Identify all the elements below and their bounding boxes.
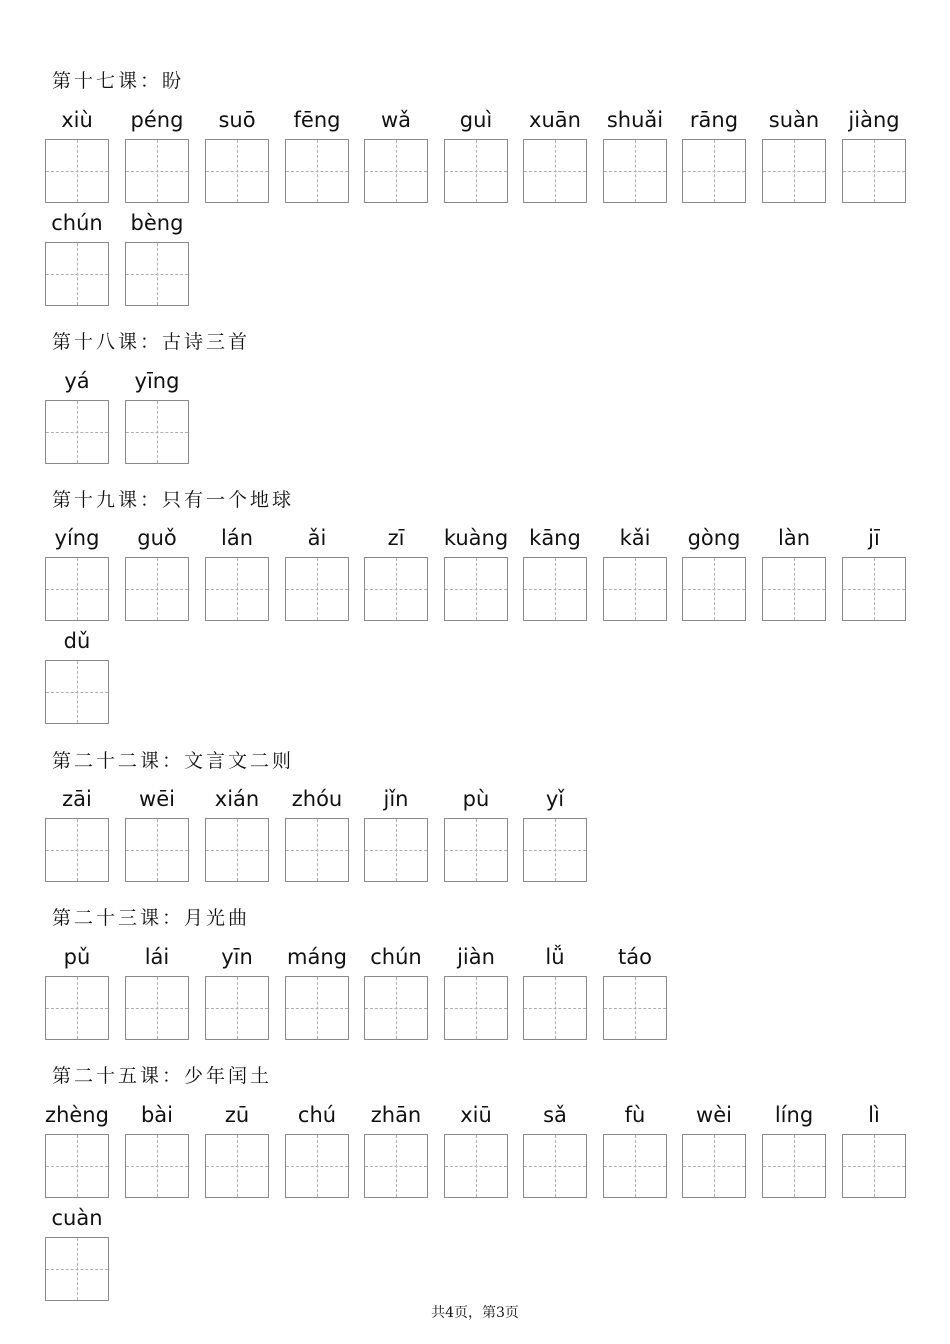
- writing-box[interactable]: [444, 976, 508, 1040]
- pinyin-label: lì: [868, 1103, 880, 1127]
- writing-box[interactable]: [523, 818, 587, 882]
- pinyin-label: yíng: [54, 526, 100, 550]
- pinyin-label: kǎi: [619, 526, 651, 550]
- writing-box[interactable]: [205, 976, 269, 1040]
- writing-box[interactable]: [205, 818, 269, 882]
- writing-box[interactable]: [364, 139, 428, 203]
- writing-box[interactable]: [45, 660, 109, 724]
- writing-box[interactable]: [205, 139, 269, 203]
- pinyin-label: péng: [130, 108, 184, 132]
- pinyin-label: ǎi: [307, 526, 327, 550]
- pinyin-label: wèi: [696, 1103, 732, 1127]
- writing-box[interactable]: [125, 976, 189, 1040]
- writing-box[interactable]: [364, 976, 428, 1040]
- pinyin-label: bèng: [130, 211, 184, 235]
- lesson-title: 第十八课：古诗三首: [52, 331, 251, 353]
- writing-box[interactable]: [45, 400, 109, 464]
- pinyin-label: fēng: [293, 108, 341, 132]
- writing-box[interactable]: [205, 1134, 269, 1198]
- writing-box[interactable]: [285, 139, 349, 203]
- pinyin-label: xiù: [61, 108, 93, 132]
- pinyin-label: zhóu: [291, 787, 343, 811]
- writing-box[interactable]: [523, 1134, 587, 1198]
- pinyin-label: chún: [51, 211, 103, 235]
- pinyin-label: guǒ: [137, 526, 177, 550]
- pinyin-label: kuàng: [443, 526, 509, 550]
- pinyin-label: yǐ: [545, 787, 565, 811]
- pinyin-label: làn: [777, 526, 810, 550]
- writing-box[interactable]: [125, 242, 189, 306]
- pinyin-label: táo: [618, 945, 652, 969]
- pinyin-label: xián: [214, 787, 260, 811]
- lesson-title: 第十七课：盼: [52, 70, 185, 92]
- writing-box[interactable]: [603, 976, 667, 1040]
- pinyin-label: wēi: [139, 787, 175, 811]
- writing-box[interactable]: [523, 557, 587, 621]
- pinyin-label: jiàng: [848, 108, 900, 132]
- writing-box[interactable]: [125, 139, 189, 203]
- writing-box[interactable]: [45, 242, 109, 306]
- pinyin-label: xiū: [460, 1103, 492, 1127]
- lesson-title: 第二十二课：文言文二则: [52, 750, 295, 772]
- writing-box[interactable]: [285, 818, 349, 882]
- pinyin-label: rāng: [689, 108, 739, 132]
- writing-box[interactable]: [125, 400, 189, 464]
- pinyin-label: bài: [140, 1103, 174, 1127]
- pinyin-label: chú: [297, 1103, 337, 1127]
- pinyin-label: líng: [774, 1103, 814, 1127]
- writing-box[interactable]: [603, 1134, 667, 1198]
- pinyin-label: sǎ: [543, 1103, 567, 1127]
- writing-box[interactable]: [444, 1134, 508, 1198]
- pinyin-label: suō: [218, 108, 256, 132]
- lesson-title: 第十九课：只有一个地球: [52, 489, 295, 511]
- pinyin-label: suàn: [768, 108, 820, 132]
- pinyin-label: pù: [462, 787, 490, 811]
- writing-box[interactable]: [842, 139, 906, 203]
- pinyin-label: chún: [370, 945, 422, 969]
- pinyin-label: kāng: [529, 526, 581, 550]
- writing-box[interactable]: [364, 557, 428, 621]
- pinyin-label: zhèng: [45, 1103, 109, 1127]
- pinyin-label: lái: [144, 945, 170, 969]
- pinyin-label: zāi: [62, 787, 92, 811]
- pinyin-label: yá: [64, 369, 90, 393]
- pinyin-label: zī: [387, 526, 405, 550]
- page-footer: 共4页，第3页: [431, 1305, 519, 1321]
- writing-box[interactable]: [45, 557, 109, 621]
- writing-box[interactable]: [45, 976, 109, 1040]
- writing-box[interactable]: [603, 139, 667, 203]
- pinyin-label: fù: [624, 1103, 646, 1127]
- writing-box[interactable]: [682, 139, 746, 203]
- writing-box[interactable]: [45, 818, 109, 882]
- writing-box[interactable]: [523, 139, 587, 203]
- pinyin-label: shuǎi: [606, 108, 664, 132]
- writing-box[interactable]: [762, 1134, 826, 1198]
- pinyin-label: zhān: [370, 1103, 422, 1127]
- pinyin-label: jī: [868, 526, 880, 550]
- writing-box[interactable]: [205, 557, 269, 621]
- pinyin-label: yīn: [221, 945, 253, 969]
- writing-box[interactable]: [762, 139, 826, 203]
- writing-box[interactable]: [45, 1237, 109, 1301]
- pinyin-label: wǎ: [380, 108, 412, 132]
- pinyin-label: pǔ: [63, 945, 91, 969]
- writing-box[interactable]: [842, 557, 906, 621]
- writing-box[interactable]: [45, 1134, 109, 1198]
- lesson-title: 第二十五课：少年闰土: [52, 1065, 273, 1087]
- pinyin-label: máng: [287, 945, 347, 969]
- writing-box[interactable]: [603, 557, 667, 621]
- writing-box[interactable]: [444, 557, 508, 621]
- writing-box[interactable]: [762, 557, 826, 621]
- pinyin-label: lán: [220, 526, 253, 550]
- pinyin-label: jǐn: [383, 787, 409, 811]
- writing-box[interactable]: [444, 139, 508, 203]
- writing-box[interactable]: [285, 976, 349, 1040]
- writing-box[interactable]: [364, 1134, 428, 1198]
- pinyin-label: gòng: [687, 526, 741, 550]
- writing-box[interactable]: [45, 139, 109, 203]
- writing-box[interactable]: [842, 1134, 906, 1198]
- writing-box[interactable]: [125, 1134, 189, 1198]
- pinyin-label: zū: [224, 1103, 250, 1127]
- writing-box[interactable]: [364, 818, 428, 882]
- writing-box[interactable]: [682, 557, 746, 621]
- pinyin-label: guì: [459, 108, 493, 132]
- pinyin-label: yīng: [134, 369, 180, 393]
- pinyin-label: xuān: [529, 108, 581, 132]
- writing-box[interactable]: [444, 818, 508, 882]
- writing-box[interactable]: [523, 976, 587, 1040]
- pinyin-label: jiàn: [457, 945, 495, 969]
- writing-box[interactable]: [125, 818, 189, 882]
- pinyin-label: dǔ: [63, 629, 91, 653]
- lesson-title: 第二十三课：月光曲: [52, 907, 251, 929]
- writing-box[interactable]: [125, 557, 189, 621]
- writing-box[interactable]: [285, 557, 349, 621]
- pinyin-label: cuàn: [51, 1206, 103, 1230]
- writing-box[interactable]: [682, 1134, 746, 1198]
- pinyin-label: lǚ: [545, 945, 565, 969]
- writing-box[interactable]: [285, 1134, 349, 1198]
